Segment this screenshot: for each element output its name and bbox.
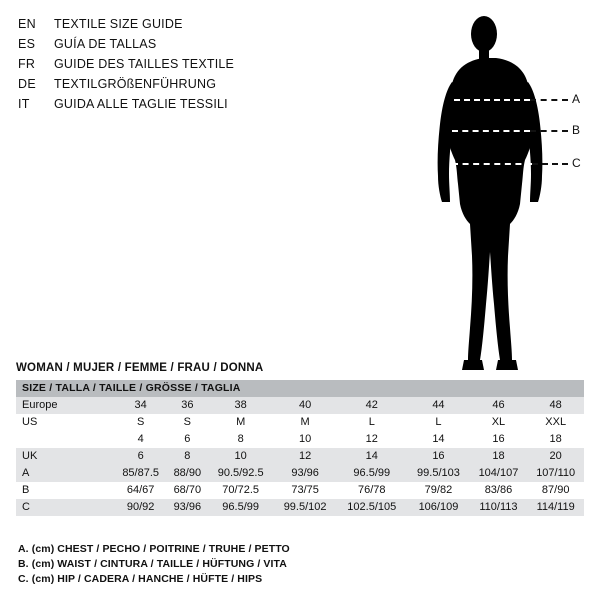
table-cell: 102.5/105 [336, 499, 407, 516]
row-label [16, 431, 114, 448]
table-row [16, 482, 584, 499]
table-cell: S [114, 414, 167, 431]
language-row [18, 74, 398, 94]
language-title: GUÍA DE TALLAS [54, 37, 157, 51]
table-cell: 42 [336, 397, 407, 414]
legend-line-c: C. (cm) HIP / CADERA / HANCHE / HÜFTE / HIPS [18, 573, 263, 585]
table-cell: 73/75 [274, 482, 336, 499]
table-cell: L [407, 414, 469, 431]
table-cell: 88/90 [167, 465, 207, 482]
table-cell: 70/72.5 [207, 482, 274, 499]
measure-line-a-inner [454, 99, 530, 101]
measure-line-b-inner [452, 130, 530, 132]
table-cell: 14 [336, 448, 407, 465]
table-cell: 20 [527, 448, 584, 465]
table-cell: 64/67 [114, 482, 167, 499]
language-title: TEXTILGRÖßENFÜHRUNG [54, 77, 217, 91]
language-code: EN [18, 17, 36, 31]
measure-line-c-outer [532, 163, 568, 165]
table-cell: 40 [274, 397, 336, 414]
table-cell: 107/110 [527, 465, 584, 482]
table-row [16, 499, 584, 516]
row-label: A [16, 465, 114, 482]
legend-line-b: B. (cm) WAIST / CINTURA / TAILLE / HÜFTUNG / VITA [18, 558, 287, 570]
table-cell: 48 [527, 397, 584, 414]
row-label: Europe [16, 397, 114, 414]
table-cell: 106/109 [407, 499, 469, 516]
language-title: TEXTILE SIZE GUIDE [54, 17, 183, 31]
language-code: IT [18, 97, 30, 111]
table-row [16, 431, 584, 448]
measure-label-b: B [572, 123, 581, 137]
table-cell: 114/119 [527, 499, 584, 516]
table-cell: 93/96 [167, 499, 207, 516]
language-title-block [18, 14, 398, 114]
table-cell: 6 [114, 448, 167, 465]
table-cell: 83/86 [470, 482, 528, 499]
language-code: ES [18, 37, 36, 51]
table-cell: 16 [470, 431, 528, 448]
size-table-area [16, 362, 584, 516]
measurement-legend [18, 542, 558, 587]
table-cell: 6 [167, 431, 207, 448]
table-cell: 87/90 [527, 482, 584, 499]
table-cell: XXL [527, 414, 584, 431]
body-figure [400, 8, 600, 373]
measure-line-b-outer [530, 130, 568, 132]
table-cell: 38 [207, 397, 274, 414]
measure-line-c-inner [452, 163, 532, 165]
table-cell: 10 [274, 431, 336, 448]
table-cell: 44 [407, 397, 469, 414]
language-title: GUIDA ALLE TAGLIE TESSILI [54, 97, 228, 111]
measure-label-a: A [572, 92, 581, 106]
row-label: US [16, 414, 114, 431]
language-code: DE [18, 77, 36, 91]
measure-label-c: C [572, 156, 581, 170]
row-label: B [16, 482, 114, 499]
size-table [16, 380, 584, 516]
table-cell: 96.5/99 [207, 499, 274, 516]
table-cell: XL [470, 414, 528, 431]
language-row [18, 94, 398, 114]
table-header-row [16, 380, 584, 397]
table-row [16, 397, 584, 414]
table-cell: L [336, 414, 407, 431]
row-label: C [16, 499, 114, 516]
table-cell: 36 [167, 397, 207, 414]
table-cell: 10 [207, 448, 274, 465]
language-row [18, 34, 398, 54]
language-row [18, 14, 398, 34]
table-cell: 12 [336, 431, 407, 448]
table-cell: 18 [527, 431, 584, 448]
table-cell: 68/70 [167, 482, 207, 499]
table-cell: 8 [167, 448, 207, 465]
table-cell: 90/92 [114, 499, 167, 516]
language-title: GUIDE DES TAILLES TEXTILE [54, 57, 235, 71]
table-row [16, 465, 584, 482]
row-label: UK [16, 448, 114, 465]
table-cell: 46 [470, 397, 528, 414]
table-cell: 99.5/102 [274, 499, 336, 516]
table-cell: M [207, 414, 274, 431]
table-cell: M [274, 414, 336, 431]
table-cell: 104/107 [470, 465, 528, 482]
table-caption: WOMAN / MUJER / FEMME / FRAU / DONNA [16, 362, 264, 374]
table-cell: 76/78 [336, 482, 407, 499]
table-cell: 12 [274, 448, 336, 465]
table-cell: 99.5/103 [407, 465, 469, 482]
table-header-label: SIZE / TALLA / TAILLE / GRÖSSE / TAGLIA [22, 382, 241, 394]
table-cell: 110/113 [470, 499, 528, 516]
legend-line-a: A. (cm) CHEST / PECHO / POITRINE / TRUHE / PETTO [18, 543, 290, 555]
table-row [16, 414, 584, 431]
table-cell: 93/96 [274, 465, 336, 482]
language-row [18, 54, 398, 74]
language-code: FR [18, 57, 36, 71]
table-cell: 8 [207, 431, 274, 448]
table-row [16, 448, 584, 465]
table-cell: 14 [407, 431, 469, 448]
table-cell: S [167, 414, 207, 431]
table-cell: 90.5/92.5 [207, 465, 274, 482]
table-cell: 79/82 [407, 482, 469, 499]
table-cell: 85/87.5 [114, 465, 167, 482]
table-cell: 96.5/99 [336, 465, 407, 482]
measure-line-a-outer [530, 99, 568, 101]
table-cell: 18 [470, 448, 528, 465]
female-silhouette-icon [400, 8, 600, 373]
table-cell: 16 [407, 448, 469, 465]
table-cell: 34 [114, 397, 167, 414]
table-cell: 4 [114, 431, 167, 448]
